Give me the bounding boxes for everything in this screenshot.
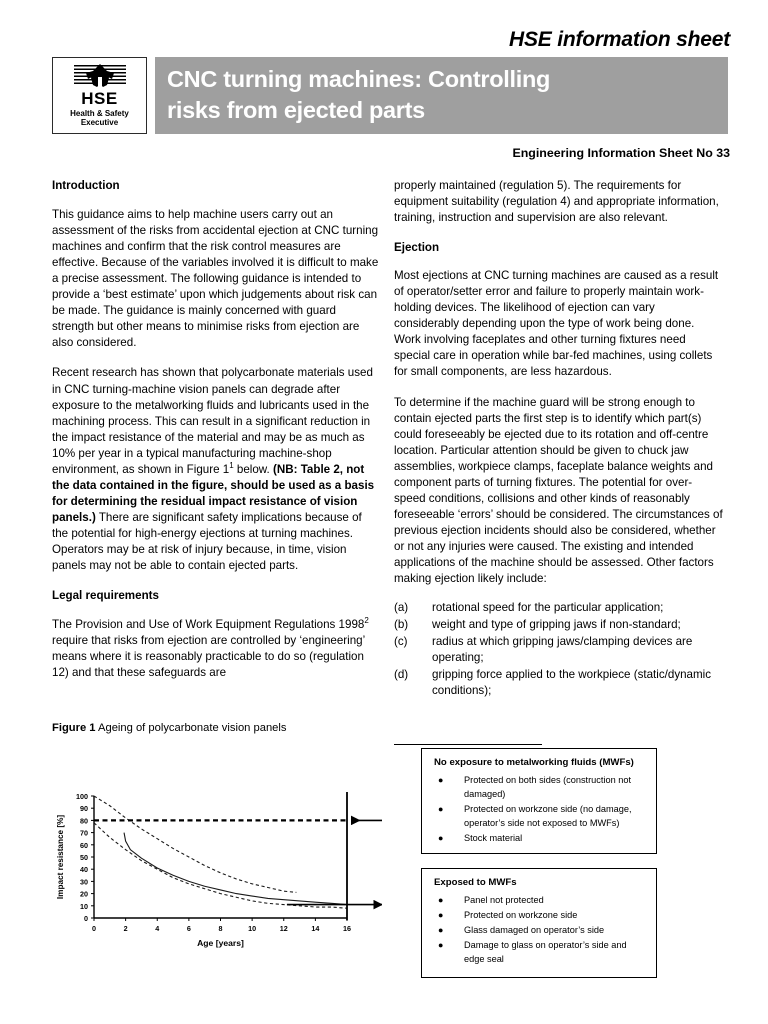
masthead-title: HSE information sheet (509, 28, 730, 51)
list-text: Protected on workzone side (464, 909, 578, 920)
list-marker: (c) (394, 635, 408, 649)
hse-hands-logo-icon (71, 63, 129, 89)
svg-text:10: 10 (248, 924, 257, 933)
hse-logo-line1: Health & Safety (70, 108, 129, 118)
footnote-separator (394, 744, 542, 745)
svg-text:60: 60 (80, 840, 88, 850)
document-header (52, 57, 728, 134)
list-item (394, 600, 723, 616)
hse-logo-line2: Executive (80, 118, 119, 128)
list-text: Glass damaged on operator’s side (464, 924, 605, 935)
list-item (432, 803, 646, 831)
svg-text:40: 40 (80, 865, 88, 875)
list-text: Protected on workzone side (no damage, operator’s side not exposed to MWFs) (464, 803, 632, 828)
list-item (432, 832, 646, 846)
para3-part-a: The Provision and Use of Work Equipment Regulations 1998 (52, 618, 365, 632)
box-exposed-to-mwfs (421, 868, 657, 978)
hse-logo (52, 57, 147, 134)
bullet-icon: ● (438, 832, 444, 843)
svg-text:20: 20 (80, 889, 88, 899)
list-text: Stock material (464, 832, 523, 843)
hse-logo-acronym: HSE (81, 89, 118, 108)
intro-paragraph-1: This guidance aims to help machine users carry out an assessment of the risks from accidental ejection at CNC turning machines and confirm that the risk control measures are effective. Because of the variables involved it is difficult to make a precise assessment. The following guidance is intended to provide a ‘best estimate’ upon which judgements about risk can be made. The guidance is mainly concerned with guard strength but other means to minimise risks from ejection are also considered. (52, 208, 379, 350)
svg-text:0: 0 (84, 914, 88, 923)
svg-text:100: 100 (76, 792, 88, 801)
list-item (432, 894, 646, 908)
list-item (432, 909, 646, 923)
box-exposed-title: Exposed to MWFs (434, 877, 517, 888)
right-paragraph-1: properly maintained (regulation 5). The requirements for equipment suitability (regulation 4) and appropriate information, training, instruction and supervision are also relevant. (394, 179, 719, 225)
bullet-icon: ● (438, 895, 444, 905)
list-text: Damage to glass on operator’s side and edge seal (464, 939, 627, 964)
bullet-icon: ● (438, 775, 444, 785)
svg-text:4: 4 (155, 924, 160, 933)
svg-text:50: 50 (80, 853, 88, 862)
page-title-line-1: CNC turning machines: Controlling (167, 66, 551, 92)
footnote-ref-1: 1 (229, 460, 234, 470)
svg-text:Age [years]: Age [years] (197, 938, 244, 948)
bullet-icon: ● (438, 939, 444, 950)
list-text: Panel not protected (464, 895, 544, 905)
para3-part-b: require that risks from ejection are controlled by ‘engineering’ means where it is reasonably practicable to do so (regulation 12) and that these safeguards are (52, 634, 365, 680)
svg-text:16: 16 (343, 924, 351, 933)
figure-caption-text: Ageing of polycarbonate vision panels (98, 722, 287, 734)
intro-paragraph-2 (52, 365, 381, 574)
svg-text:14: 14 (311, 924, 320, 933)
list-text: gripping force applied to the workpiece (static/dynamic conditions); (432, 668, 712, 698)
svg-text:12: 12 (279, 924, 288, 933)
bullet-icon: ● (438, 924, 444, 935)
list-item (432, 774, 646, 802)
svg-text:8: 8 (218, 924, 223, 933)
svg-text:90: 90 (80, 804, 88, 814)
list-item (432, 924, 646, 938)
para2-part-b: below. (233, 462, 273, 476)
svg-text:30: 30 (80, 877, 88, 887)
list-marker: (b) (394, 618, 409, 632)
box-no-exposure-to-mwfs (421, 748, 657, 854)
bullet-icon: ● (438, 909, 444, 920)
list-marker: (d) (394, 668, 409, 682)
svg-text:Impact resistance [%]: Impact resistance [%] (56, 814, 65, 900)
list-text: weight and type of gripping jaws if non-standard; (432, 618, 681, 632)
box-no-exposure-title: No exposure to metalworking fluids (MWFs) (434, 757, 634, 768)
list-text: rotational speed for the particular application; (432, 601, 664, 615)
list-marker: (a) (394, 601, 409, 615)
box-exposed-list (432, 894, 646, 967)
figure-caption (52, 722, 286, 734)
box-no-exposure-list (432, 774, 646, 846)
para2-part-a: Recent research has shown that polycarbonate materials used in CNC turning-machine vision panels can degrade after exposure to the metalworking fluids and lubricants used in the machining process. This can result in a significant reduction in the impact resistance of the material and may be as much as 10% per year in a typical manufacturing machine-shop environment, as shown in Figure 1 (52, 366, 373, 476)
chart-svg (52, 790, 382, 960)
page-title-bar (155, 57, 728, 134)
svg-text:2: 2 (123, 924, 128, 933)
list-item (432, 939, 646, 967)
ejection-factors-list (394, 600, 723, 699)
svg-text:70: 70 (80, 828, 88, 838)
svg-text:10: 10 (80, 901, 88, 911)
ejection-paragraph-2: To determine if the machine guard will be strong enough to contain ejected parts the first step is to identify which part(s) could foreseeably be ejected due to its rotation and off-centre location. Particular attention should be given to chuck jaw assemblies, workpiece clamps, faceplate balance weights and component parts of turning fixtures. The potential for over-speed conditions, collisions and other kinds of reasonably foreseeable ‘errors’ should be considered. The circumstances of previous ejection incidents should also be considered, whether or not any injuries were caused. The existing and intended applications of the machine should be assessed. Other factors making ejection likely include: (394, 395, 723, 586)
heading-legal-requirements: Legal requirements (52, 589, 159, 603)
list-text: Protected on both sides (construction not damaged) (464, 775, 632, 799)
list-text: radius at which gripping jaws/clamping devices are operating; (432, 635, 693, 665)
heading-introduction: Introduction (52, 179, 120, 192)
list-item (394, 617, 723, 633)
svg-text:0: 0 (92, 924, 96, 933)
legal-paragraph (52, 617, 381, 681)
sheet-number: Engineering Information Sheet No 33 (512, 146, 730, 160)
list-item (394, 667, 723, 699)
svg-text:80: 80 (80, 816, 88, 826)
list-item (394, 634, 723, 666)
right-column (394, 178, 723, 700)
figure-caption-label: Figure 1 (52, 722, 96, 734)
ejection-paragraph-1: Most ejections at CNC turning machines are caused as a result of operator/setter error and failure to properly maintain work-holding devices. The likelihood of ejection can vary considerably depending upon the type of work being done. Work involving faceplates and other turning fixtures need special care in operation while bar-fed machines, using collets for small components, are less hazardous. (394, 269, 719, 379)
bullet-icon: ● (438, 803, 444, 814)
footnote-ref-2: 2 (364, 616, 369, 626)
ageing-chart (52, 790, 382, 960)
left-column (52, 178, 381, 695)
para2-bold-note: (NB: Table 2, not the data contained in the figure, should be used as a basis for determining the residual impact resistance of vision panels.) (52, 462, 375, 524)
svg-text:6: 6 (186, 924, 191, 933)
para2-part-c: There are significant safety implications because of the potential for high-energy ejections at turning machines. Operators may be at risk of injury because, in time, vision panels may not be able to contain ejected parts. (52, 510, 362, 573)
heading-ejection: Ejection (394, 241, 440, 255)
page-title-line-2: risks from ejected parts (167, 97, 425, 124)
